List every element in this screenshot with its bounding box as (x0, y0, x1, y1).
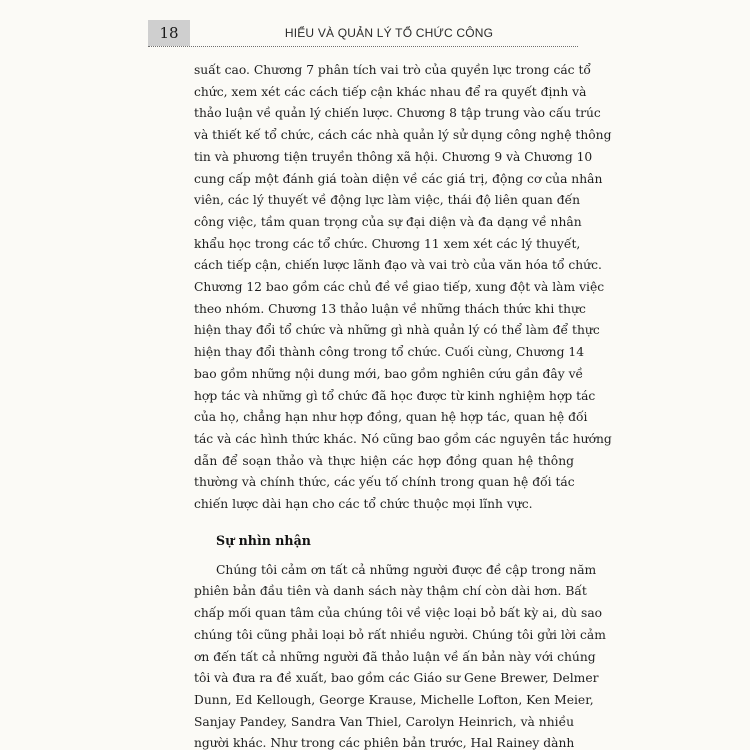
text-line: hiện thay đổi tổ chức và những gì nhà quản lý có thể làm để thực (194, 323, 600, 338)
text-line: theo nhóm. Chương 13 thảo luận về những thách thức khi thực (194, 301, 586, 316)
text-line: thảo luận về quản lý chiến lược. Chương 8 tập trung vào cấu trúc (194, 106, 601, 121)
text-line: của họ, chẳng hạn như hợp đồng, quan hệ hợp tác, quan hệ đối (194, 410, 588, 425)
page-header (148, 20, 578, 47)
text-line: dẫn để soạn thảo và thực hiện các hợp đồng quan hệ thông (194, 453, 574, 468)
text-line: chấp mối quan tâm của chúng tôi về việc loại bỏ bất kỳ ai, dù sao (194, 606, 603, 621)
text-line: chiến lược dài hạn cho các tổ chức thuộc mọi lĩnh vực. (194, 497, 533, 512)
paragraph-1 (194, 60, 612, 516)
paragraph-2 (194, 560, 606, 750)
text-line: ơn đến tất cả những người đã thảo luận về ấn bản này với chúng (194, 649, 596, 664)
text-line: công việc, tầm quan trọng của sự đại diện và đa dạng về nhân (194, 214, 582, 229)
text-line: và thiết kế tổ chức, cách các nhà quản lý sử dụng công nghệ thông (194, 128, 612, 143)
text-line: viên, các lý thuyết về động lực làm việc, thái độ liên quan đến (194, 193, 581, 208)
text-line: tác và các hình thức khác. Nó cũng bao gồm các nguyên tắc hướng (194, 431, 612, 446)
text-line: Dunn, Ed Kellough, George Krause, Michelle Lofton, Ken Meier, (194, 692, 594, 707)
text-line: khẩu học trong các tổ chức. Chương 11 xem xét các lý thuyết, (194, 236, 581, 251)
text-line: Chương 12 bao gồm các chủ đề về giao tiếp, xung đột và làm việc (194, 280, 605, 295)
text-line: bao gồm những nội dung mới, bao gồm nghiên cứu gần đây về (194, 366, 584, 381)
text-line: Chúng tôi cảm ơn tất cả những người được đề cập trong năm (216, 562, 597, 577)
spacer (194, 516, 574, 530)
section-heading: Sự nhìn nhận (216, 532, 311, 548)
spacer (194, 552, 574, 560)
text-line: phiên bản đầu tiên và danh sách này thậm chí còn dài hơn. Bất (194, 584, 587, 599)
text-line: tôi và đưa ra đề xuất, bao gồm các Giáo sư Gene Brewer, Delmer (194, 671, 599, 686)
text-line: hợp tác và những gì tổ chức đã học được từ kinh nghiệm hợp tác (194, 388, 596, 403)
text-line: chúng tôi cũng phải loại bỏ rất nhiều người. Chúng tôi gửi lời cảm (194, 627, 606, 642)
text-line: tin và phương tiện truyền thông xã hội. Chương 9 và Chương 10 (194, 149, 593, 164)
text-line: Sanjay Pandey, Sandra Van Thiel, Carolyn Heinrich, và nhiều (194, 714, 575, 729)
text-line: chức, xem xét các cách tiếp cận khác nhau để ra quyết định và (194, 84, 587, 99)
text-line: thường và chính thức, các yếu tố chính trong quan hệ đối tác (194, 475, 575, 490)
text-line: người khác. Như trong các phiên bản trước, Hal Rainey dành (194, 736, 575, 750)
text-line: hiện thay đổi thành công trong tổ chức. Cuối cùng, Chương 14 (194, 345, 585, 360)
running-title: HIỂU VÀ QUẢN LÝ TỔ CHỨC CÔNG (284, 26, 494, 40)
text-line: suất cao. Chương 7 phân tích vai trò của quyền lực trong các tổ (194, 63, 591, 77)
text-line: cách tiếp cận, chiến lược lãnh đạo và vai trò của văn hóa tổ chức. (194, 258, 602, 273)
text-line: cung cấp một đánh giá toàn diện về các giá trị, động cơ của nhân (194, 171, 603, 186)
page-number: 18 (148, 20, 190, 46)
body-text (194, 60, 612, 750)
